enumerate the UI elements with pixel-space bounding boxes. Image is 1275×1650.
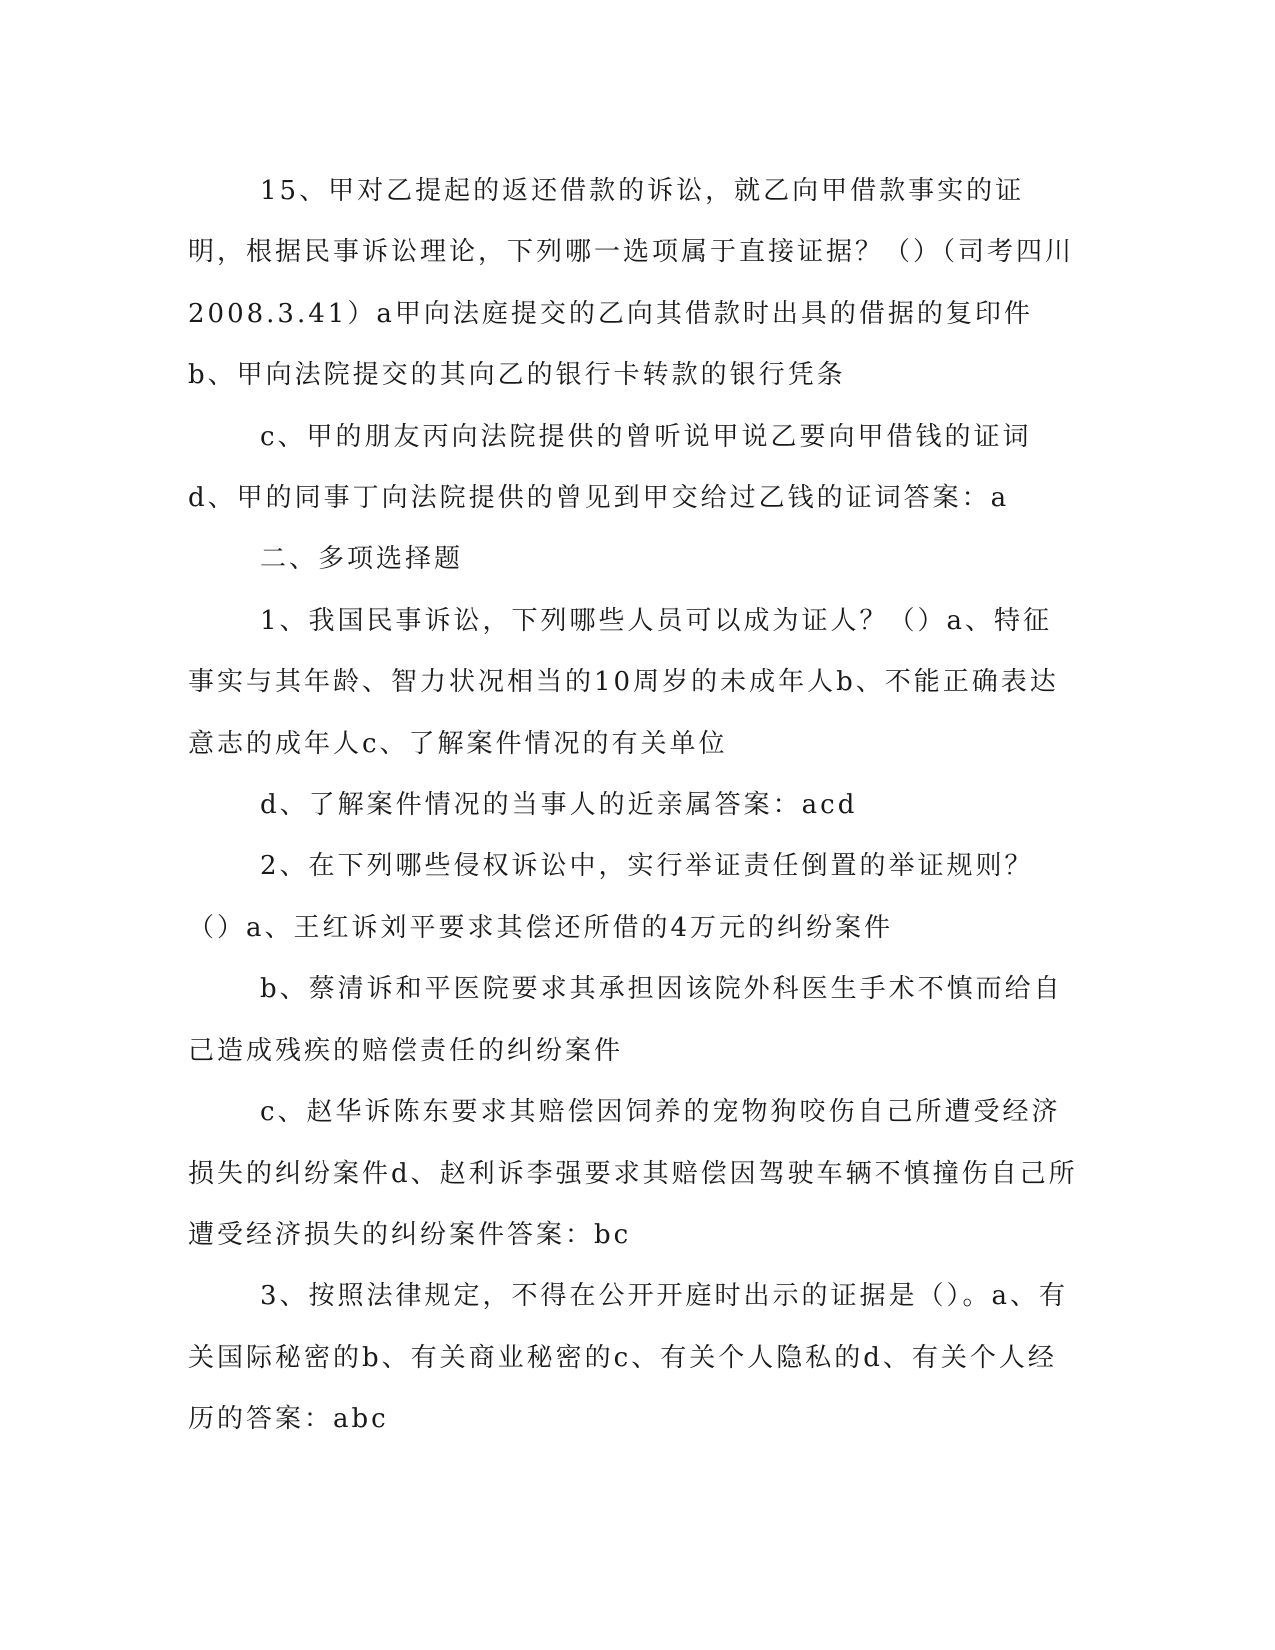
question-2: 2、在下列哪些侵权诉讼中，实行举证责任倒置的举证规则？（）a、王红诉刘平要求其偿还所借的4万元的纠纷案件	[188, 851, 1034, 943]
question-15-options: c、甲的朋友丙向法院提供的曾听说甲说乙要向甲借钱的证词d、甲的同事丁向法院提供的曾见到甲交给过乙钱的证词答案：a	[188, 421, 1032, 514]
question-1-answer: d、了解案件情况的当事人的近亲属答案：acd	[260, 790, 858, 821]
question-2-option-b: b、蔡清诉和平医院要求其承担因该院外科医生手术不慎而给自己造成残疾的赔偿责任的纠纷案件	[188, 974, 1063, 1066]
question-1: 1、我国民事诉讼，下列哪些人员可以成为证人？（）a、特征事实与其年龄、智力状况相当的10周岁的未成年人b、不能正确表达意志的成年人c、了解案件情况的有关单位	[188, 605, 1059, 759]
question-15: 15、甲对乙提起的返还借款的诉讼，就乙向甲借款事实的证明，根据民事诉讼理论，下列哪一选项属于直接证据？（）（司考四川2008.3.41）a甲向法庭提交的乙向其借款时出具的借据的复印件b、甲向法院提交的其向乙的银行卡转款的银行凭条	[188, 176, 1075, 391]
document-body	[188, 161, 1078, 1451]
section-heading-multiple-choice: 二、多项选择题	[260, 544, 464, 575]
question-2-options-cd: c、赵华诉陈东要求其赔偿因饲养的宠物狗咬伤自己所遭受经济损失的纠纷案件d、赵利诉李强要求其赔偿因驾驶车辆不慎撞伤自己所遭受经济损失的纠纷案件答案：bc	[188, 1097, 1078, 1250]
question-3: 3、按照法律规定，不得在公开开庭时出示的证据是（）。a、有关国际秘密的b、有关商业秘密的c、有关个人隐私的d、有关个人经历的答案：abc	[188, 1281, 1069, 1435]
